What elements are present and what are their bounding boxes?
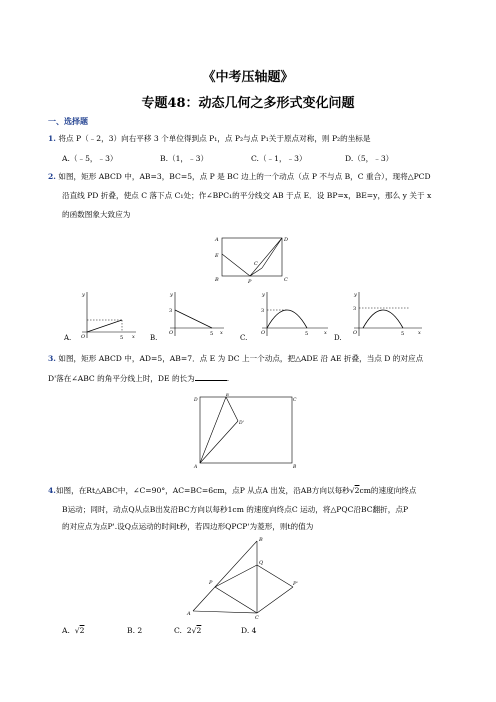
option-d: D.（5，﹣3） — [345, 154, 394, 163]
option-c: C.（﹣1，﹣3） — [251, 154, 307, 163]
axis-x-label: x — [324, 330, 327, 336]
question-4-line-3: 的对应点为点P'.设Q点运动的时间t秒，若四边形QPCP'为菱形，则t的值为 — [62, 522, 314, 531]
question-2-line-3: 的函数图象大致应为 — [62, 210, 131, 219]
axis-x-label: x — [418, 330, 421, 336]
label-p: P — [209, 580, 213, 586]
q4-option-d: D. 4 — [241, 626, 257, 635]
q4-option-b: B. 2 — [127, 626, 143, 635]
option-letter: A. — [62, 626, 70, 635]
q3-rectangle-figure — [192, 393, 298, 469]
tick-5: 5 — [210, 331, 214, 337]
q2-rectangle-figure — [210, 234, 290, 284]
sqrt-value: 2 — [79, 626, 85, 635]
origin-label: O — [81, 334, 86, 340]
label-d: D — [284, 237, 289, 243]
label-b: B — [215, 277, 219, 283]
question-text: 如图，矩形 ABCD 中，AD=5，AB=7．点 E 为 DC 上一个动点，把△ADE 沿 AE 折叠，当点 D 的对应点 — [58, 354, 424, 363]
sqrt-symbol: √ — [74, 626, 80, 635]
graph-option-d — [332, 288, 428, 340]
coefficient: 2 — [186, 626, 192, 635]
label-e: E — [226, 393, 230, 398]
label-c1: C — [254, 261, 258, 267]
option-letter: D. — [334, 334, 342, 340]
option-letter: C. — [240, 334, 248, 340]
question-number: 3. — [48, 354, 56, 363]
axis-y-label: y — [170, 292, 173, 298]
q4-option-a — [62, 626, 84, 635]
origin-label: O — [353, 330, 358, 336]
question-number: 1. — [48, 134, 56, 143]
sqrt-value: 2 — [354, 486, 360, 495]
tick-3: 3 — [353, 306, 357, 312]
question-4-line-2: B运动；同时，动点Q从点B出发沿BC方向以每秒1cm 的速度向终点C 运动，将△PQC沿BC翻折，点P — [62, 505, 409, 514]
label-c: C — [284, 277, 288, 283]
question-2-line-1 — [48, 172, 431, 182]
question-text: D'落在∠ABC 的角平分线上时，DE 的长为 — [48, 374, 195, 383]
label-b: B — [293, 465, 297, 469]
sqrt-symbol: √ — [191, 626, 197, 635]
sqrt-value: 2 — [196, 626, 202, 635]
option-a: A.（﹣5，﹣3） — [62, 154, 118, 163]
question-number: 4. — [48, 486, 56, 495]
tick-3: 3 — [261, 308, 265, 314]
graph-option-a — [62, 288, 142, 340]
origin-label: O — [261, 330, 266, 336]
option-letter: B. — [150, 334, 158, 340]
option-letter: A. — [64, 334, 72, 340]
question-1 — [48, 134, 370, 144]
axis-y-label: y — [82, 292, 85, 298]
label-c: C — [255, 615, 259, 619]
label-a: A — [194, 465, 198, 469]
book-title: 《中考压轴题》 — [202, 70, 294, 85]
label-a: A — [215, 237, 219, 243]
question-3-line-2 — [48, 373, 229, 384]
graph-option-c — [236, 288, 332, 340]
question-text: 如图，在Rt△ABC中，∠C=90°，AC=BC=6cm，点P 从点A 出发，沿AB方向以每秒 — [55, 486, 350, 495]
axis-x-label: x — [220, 330, 223, 336]
tick-5: 5 — [120, 335, 124, 340]
question-text: cm的速度向终点 — [359, 486, 417, 495]
section-label: 一、选择题 — [48, 116, 88, 126]
label-c: C — [293, 398, 297, 403]
question-2-line-2: 沿直线 PD 折叠，使点 C 落下点 C₁处；作∠BPC₁的平分线交 AB 于点 E．设 BP=x，BE=y，那么 y 关于 x — [62, 191, 432, 200]
axis-y-label: y — [354, 292, 357, 298]
axis-y-label: y — [262, 292, 265, 298]
origin-label: O — [169, 330, 174, 336]
question-4-line-1 — [48, 486, 416, 496]
question-3-line-1 — [48, 354, 423, 364]
option-letter: C. — [174, 626, 182, 635]
sqrt-symbol: √ — [349, 486, 355, 495]
topic-title: 专题48：动态几何之多形式变化问题 — [141, 96, 355, 111]
question-text-end: . — [226, 374, 230, 383]
answer-blank — [195, 373, 230, 383]
label-p: P — [248, 279, 252, 284]
label-a: A — [187, 611, 191, 617]
label-d-prime: D' — [239, 421, 244, 426]
q4-triangle-figure — [185, 535, 305, 619]
label-p-prime: P' — [293, 581, 298, 587]
tick-5: 5 — [305, 331, 309, 337]
question-number: 2. — [48, 172, 56, 181]
label-q: Q — [259, 560, 264, 566]
question-text: 将点 P（﹣2，3）向右平移 3 个单位得到点 P₁，点 P₂与点 P₁关于原点对称，则 P₂的坐标是 — [58, 134, 371, 143]
option-b: B.（1，﹣3） — [160, 154, 209, 163]
q4-option-c — [174, 626, 201, 635]
label-b: B — [259, 537, 263, 543]
tick-3: 3 — [169, 308, 173, 314]
axis-x-label: x — [132, 334, 135, 340]
graph-option-b — [148, 288, 228, 340]
label-e: E — [215, 253, 219, 259]
tick-5: 5 — [401, 331, 405, 337]
label-d: D — [194, 398, 198, 403]
question-text: 如图，矩形 ABCD 中，AB=3，BC=5，点 P 是 BC 边上的一个动点（点 P 不与点 B，C 重合），现将△PCD — [58, 172, 431, 181]
